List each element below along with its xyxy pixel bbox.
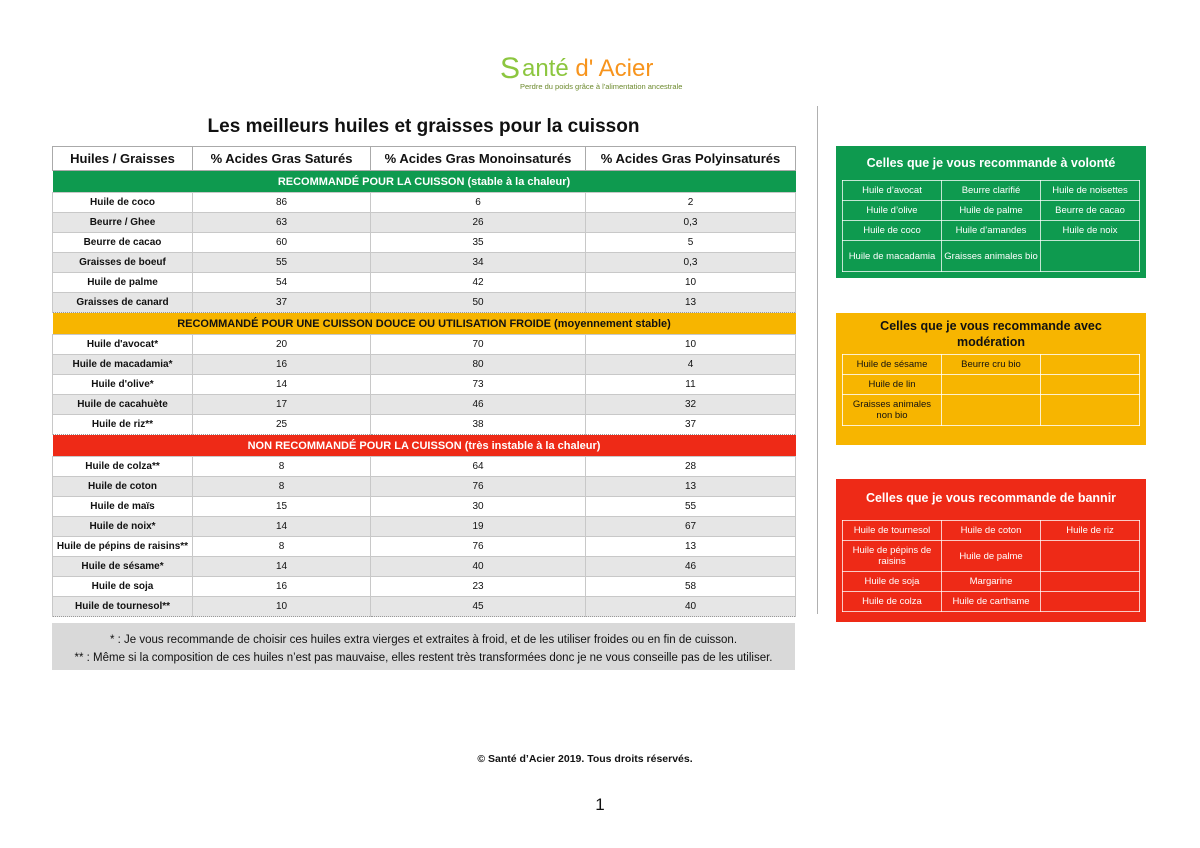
box-row	[843, 355, 1140, 375]
value-cell: 38	[371, 415, 586, 435]
box-cell: Huile de coton	[942, 521, 1041, 541]
table-row	[53, 517, 796, 537]
value-cell: 37	[586, 415, 796, 435]
value-cell: 73	[371, 375, 586, 395]
oil-name-cell: Huile de soja	[53, 577, 193, 597]
box-cell: Graisses animales non bio	[843, 395, 942, 426]
value-cell: 50	[371, 293, 586, 313]
column-header: % Acides Gras Polyinsaturés	[586, 147, 796, 171]
box-cell: Huile de pépins de raisins	[843, 541, 942, 572]
box-cell: Huile de soja	[843, 572, 942, 592]
box-cell	[942, 375, 1041, 395]
table-row	[53, 293, 796, 313]
page-title: Les meilleurs huiles et graisses pour la cuisson	[207, 116, 640, 137]
table-row	[53, 253, 796, 273]
oil-name-cell: Graisses de canard	[53, 293, 193, 313]
box-title: Celles que je vous recommande de bannir	[865, 491, 1117, 505]
oil-name-cell: Beurre de cacao	[53, 233, 193, 253]
table-row	[53, 497, 796, 517]
box-title: Celles que je vous recommande avec modération	[880, 319, 1102, 349]
box-cell: Huile de coco	[843, 221, 942, 241]
value-cell: 16	[193, 577, 371, 597]
value-cell: 6	[371, 193, 586, 213]
box-cell: Huile d’avocat	[843, 181, 942, 201]
box-cell	[1041, 592, 1140, 612]
box-moderation	[836, 313, 1146, 445]
oil-name-cell: Beurre / Ghee	[53, 213, 193, 233]
value-cell: 14	[193, 517, 371, 537]
value-cell: 4	[586, 355, 796, 375]
table-row	[53, 415, 796, 435]
box-volonte	[836, 146, 1146, 278]
box-cell: Beurre de cacao	[1041, 201, 1140, 221]
value-cell: 17	[193, 395, 371, 415]
box-cell: Huile d’amandes	[942, 221, 1041, 241]
box-row	[843, 221, 1140, 241]
box-cell: Huile de carthame	[942, 592, 1041, 612]
table-row	[53, 233, 796, 253]
table-row	[53, 213, 796, 233]
table-row	[53, 375, 796, 395]
divider	[817, 106, 818, 614]
box-title: Celles que je vous recommande à volonté	[866, 156, 1116, 170]
value-cell: 46	[371, 395, 586, 415]
value-cell: 67	[586, 517, 796, 537]
oil-name-cell: Huile de macadamia*	[53, 355, 193, 375]
box-row	[843, 181, 1140, 201]
logo-tagline: Perdre du poids grâce à l'alimentation ancestrale	[520, 82, 683, 91]
oil-name-cell: Huile de colza**	[53, 457, 193, 477]
value-cell: 20	[193, 335, 371, 355]
value-cell: 63	[193, 213, 371, 233]
box-cell	[942, 395, 1041, 426]
value-cell: 8	[193, 457, 371, 477]
oil-name-cell: Huile de riz**	[53, 415, 193, 435]
box-cell: Huile d’olive	[843, 201, 942, 221]
table-row	[53, 557, 796, 577]
value-cell: 26	[371, 213, 586, 233]
box-cell	[1041, 355, 1140, 375]
box-table	[842, 354, 1140, 426]
footnote: * : Je vous recommande de choisir ces huiles extra vierges et extraites à froid, et de les utiliser froides ou en fin de cuisson.	[109, 634, 738, 646]
box-cell: Huile de palme	[942, 201, 1041, 221]
table-row	[53, 537, 796, 557]
oil-name-cell: Huile de maïs	[53, 497, 193, 517]
box-table	[842, 520, 1140, 612]
value-cell: 70	[371, 335, 586, 355]
table-row	[53, 395, 796, 415]
value-cell: 64	[371, 457, 586, 477]
box-cell: Margarine	[942, 572, 1041, 592]
table-row	[53, 355, 796, 375]
oil-name-cell: Huile de palme	[53, 273, 193, 293]
box-row	[843, 541, 1140, 572]
value-cell: 80	[371, 355, 586, 375]
table-header-row	[53, 147, 796, 171]
value-cell: 34	[371, 253, 586, 273]
box-cell: Huile de sésame	[843, 355, 942, 375]
value-cell: 14	[193, 557, 371, 577]
box-row	[843, 592, 1140, 612]
oil-name-cell: Huile de pépins de raisins**	[53, 537, 193, 557]
value-cell: 45	[371, 597, 586, 617]
table-row	[53, 577, 796, 597]
section-header-row	[53, 435, 796, 457]
value-cell: 0,3	[586, 213, 796, 233]
box-cell: Huile de palme	[942, 541, 1041, 572]
value-cell: 2	[586, 193, 796, 213]
box-row	[843, 375, 1140, 395]
value-cell: 14	[193, 375, 371, 395]
copyright: © Santé d’Acier 2019. Tous droits réservés.	[477, 753, 693, 765]
value-cell: 40	[586, 597, 796, 617]
box-cell: Huile de noisettes	[1041, 181, 1140, 201]
section-header-row	[53, 313, 796, 335]
footnote-box	[52, 623, 795, 670]
box-cell	[1041, 395, 1140, 426]
box-cell: Beurre clarifié	[942, 181, 1041, 201]
column-header: Huiles / Graisses	[53, 147, 193, 171]
page-number: 1	[595, 795, 605, 814]
box-cell: Huile de colza	[843, 592, 942, 612]
box-table	[842, 180, 1140, 272]
column-header: % Acides Gras Saturés	[193, 147, 371, 171]
box-row	[843, 201, 1140, 221]
value-cell: 28	[586, 457, 796, 477]
logo-mark: S	[500, 52, 521, 85]
oil-name-cell: Graisses de boeuf	[53, 253, 193, 273]
box-cell: Huile de macadamia	[843, 241, 942, 272]
oil-name-cell: Huile de tournesol**	[53, 597, 193, 617]
oil-name-cell: Huile de coton	[53, 477, 193, 497]
box-row	[843, 521, 1140, 541]
oil-name-cell: Huile de coco	[53, 193, 193, 213]
box-cell	[1041, 375, 1140, 395]
value-cell: 19	[371, 517, 586, 537]
logo-name: anté d' Acier	[522, 55, 654, 82]
oil-name-cell: Huile de cacahuète	[53, 395, 193, 415]
table-row	[53, 335, 796, 355]
value-cell: 40	[371, 557, 586, 577]
value-cell: 25	[193, 415, 371, 435]
value-cell: 58	[586, 577, 796, 597]
value-cell: 10	[586, 335, 796, 355]
box-bannir	[836, 479, 1146, 622]
oil-name-cell: Huile de sésame*	[53, 557, 193, 577]
box-cell	[1041, 541, 1140, 572]
value-cell: 60	[193, 233, 371, 253]
oil-name-cell: Huile d'avocat*	[53, 335, 193, 355]
box-cell	[1041, 572, 1140, 592]
box-row	[843, 572, 1140, 592]
value-cell: 55	[586, 497, 796, 517]
box-row	[843, 395, 1140, 426]
value-cell: 15	[193, 497, 371, 517]
value-cell: 13	[586, 293, 796, 313]
section-header: RECOMMANDÉ POUR UNE CUISSON DOUCE OU UTILISATION FROIDE (moyennement stable)	[53, 313, 796, 335]
oil-name-cell: Huile d'olive*	[53, 375, 193, 395]
box-cell	[1041, 241, 1140, 272]
value-cell: 55	[193, 253, 371, 273]
box-row	[843, 241, 1140, 272]
value-cell: 11	[586, 375, 796, 395]
value-cell: 76	[371, 477, 586, 497]
value-cell: 76	[371, 537, 586, 557]
value-cell: 30	[371, 497, 586, 517]
value-cell: 8	[193, 477, 371, 497]
value-cell: 8	[193, 537, 371, 557]
footnote: ** : Même si la composition de ces huiles n’est pas mauvaise, elles restent très transformées donc je ne vous conseille pas de les utiliser.	[74, 652, 773, 664]
column-header: % Acides Gras Monoinsaturés	[371, 147, 586, 171]
value-cell: 0,3	[586, 253, 796, 273]
value-cell: 35	[371, 233, 586, 253]
logo	[500, 52, 683, 92]
section-header: NON RECOMMANDÉ POUR LA CUISSON (très instable à la chaleur)	[53, 435, 796, 457]
value-cell: 86	[193, 193, 371, 213]
value-cell: 13	[586, 477, 796, 497]
box-cell: Huile de noix	[1041, 221, 1140, 241]
table-row	[53, 477, 796, 497]
value-cell: 46	[586, 557, 796, 577]
table-row	[53, 273, 796, 293]
value-cell: 32	[586, 395, 796, 415]
box-cell: Huile de riz	[1041, 521, 1140, 541]
section-header-row	[53, 171, 796, 193]
box-cell: Graisses animales bio	[942, 241, 1041, 272]
value-cell: 54	[193, 273, 371, 293]
oils-table	[52, 146, 796, 617]
box-cell: Huile de lin	[843, 375, 942, 395]
value-cell: 5	[586, 233, 796, 253]
section-header: RECOMMANDÉ POUR LA CUISSON (stable à la chaleur)	[53, 171, 796, 193]
value-cell: 10	[193, 597, 371, 617]
value-cell: 37	[193, 293, 371, 313]
table-row	[53, 597, 796, 617]
value-cell: 16	[193, 355, 371, 375]
value-cell: 42	[371, 273, 586, 293]
table-row	[53, 457, 796, 477]
value-cell: 23	[371, 577, 586, 597]
table-row	[53, 193, 796, 213]
value-cell: 10	[586, 273, 796, 293]
box-cell: Huile de tournesol	[843, 521, 942, 541]
oil-name-cell: Huile de noix*	[53, 517, 193, 537]
value-cell: 13	[586, 537, 796, 557]
box-cell: Beurre cru bio	[942, 355, 1041, 375]
